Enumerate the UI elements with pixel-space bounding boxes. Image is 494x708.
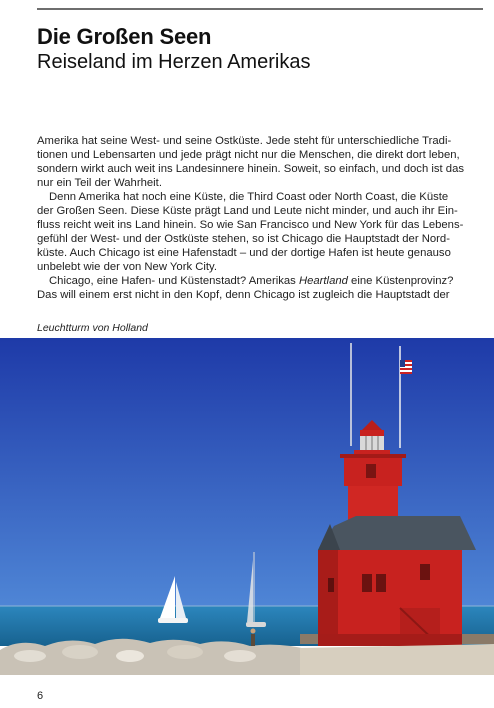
text-line: Amerika hat seine West- und seine Ostküste. Jede steht für unterschiedliche Tradi-	[37, 135, 452, 147]
text-line: Das will einem erst nicht in den Kopf, denn Chicago ist zugleich die Hauptstadt der	[37, 289, 450, 301]
us-flag-icon	[400, 360, 412, 374]
top-rule	[37, 8, 483, 10]
text-line: fluss reicht weit ins Land hinein. So wie San Francisco und New York für das Lebens-	[37, 219, 464, 231]
page-subtitle: Reiseland im Herzen Amerikas	[37, 51, 311, 73]
text-segment: Chicago, eine Hafen- und Küstenstadt? Amerikas	[49, 275, 299, 287]
text-line: nur ein Teil der Wahrheit.	[37, 177, 162, 189]
text-line: küste. Auch Chicago ist eine Hafenstadt – und der dortige Hafen ist heute genauso	[37, 247, 451, 259]
person-figure	[251, 629, 256, 647]
lighthouse-photo	[0, 338, 494, 675]
text-line: unbelebt wie der von New York City.	[37, 261, 218, 273]
lighthouse-illustration	[0, 338, 494, 675]
body-text	[37, 134, 483, 302]
photo-caption: Leuchtturm von Holland	[37, 322, 148, 334]
text-line: gefühl der West- und der Ostküste stehen, so ist Chicago die Hauptstadt der Nord-	[37, 233, 450, 245]
emphasis-heartland: Heartland	[298, 275, 348, 287]
text-line: der Großen Seen. Diese Küste prägt Land und Leute nicht minder, und auch ihr Ein-	[37, 205, 458, 217]
text-line: Denn Amerika hat noch eine Küste, die Third Coast oder North Coast, die Küste	[49, 191, 449, 203]
text-line-chicago	[37, 274, 483, 288]
text-line: tionen und Lebensarten und jede prägt nicht nur die Menschen, die direkt dort leben,	[37, 149, 460, 161]
text-line: sondern wirkt auch weit ins Landesinnere hinein. Soweit, so einfach, und doch ist das	[37, 163, 465, 175]
page-number: 6	[37, 690, 44, 702]
text-segment: eine Küstenprovinz?	[347, 275, 454, 287]
page-title: Die Großen Seen	[37, 24, 212, 49]
